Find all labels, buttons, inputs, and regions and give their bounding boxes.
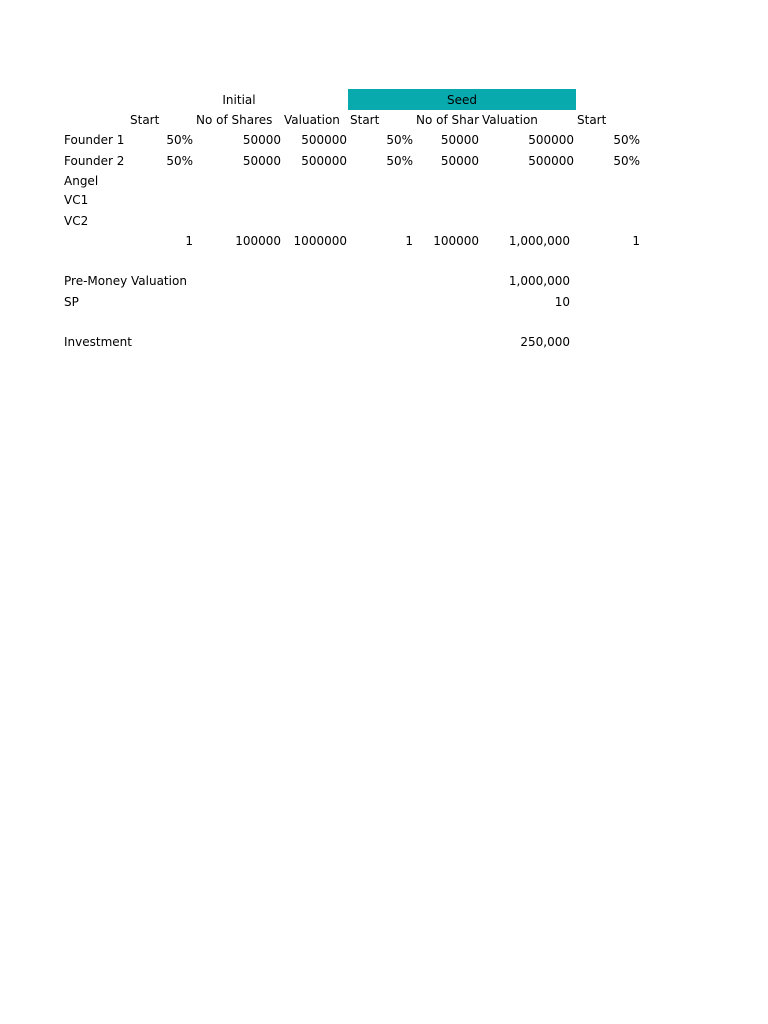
founder2-seed-valuation: 500000: [528, 154, 574, 168]
header-valuation-initial: Valuation: [284, 113, 340, 127]
sp-label: SP: [64, 295, 79, 309]
total-initial-valuation: 1000000: [293, 234, 347, 248]
founder1-seed-valuation: 500000: [528, 133, 574, 147]
row-label-vc1: VC1: [64, 193, 89, 207]
header-start-next: Start: [577, 113, 607, 127]
total-initial-shares: 100000: [235, 234, 281, 248]
seed-group-header: Seed: [447, 93, 477, 107]
founder1-initial-start: 50%: [166, 133, 193, 147]
pre-money-valuation-value: 1,000,000: [508, 274, 570, 288]
header-start-seed: Start: [350, 113, 380, 127]
investment-label: Investment: [64, 335, 132, 349]
founder2-initial-valuation: 500000: [301, 154, 347, 168]
total-initial-start: 1: [185, 234, 193, 248]
row-label-founder-1: Founder 1: [64, 133, 125, 147]
initial-group-header: Initial: [222, 93, 256, 107]
founder1-initial-valuation: 500000: [301, 133, 347, 147]
founder2-initial-shares: 50000: [242, 154, 281, 168]
founder2-seed-shares: 50000: [440, 154, 479, 168]
row-label-vc2: VC2: [64, 214, 89, 228]
total-seed-valuation: 1,000,000: [508, 234, 570, 248]
header-valuation-seed: Valuation: [482, 113, 538, 127]
founder1-seed-start: 50%: [386, 133, 413, 147]
row-label-founder-2: Founder 2: [64, 154, 125, 168]
total-seed-shares: 100000: [433, 234, 479, 248]
founder1-next-start: 50%: [613, 133, 640, 147]
sp-value: 10: [554, 295, 570, 309]
total-next-start: 1: [632, 234, 640, 248]
investment-value: 250,000: [520, 335, 570, 349]
header-start-initial: Start: [130, 113, 160, 127]
founder2-seed-start: 50%: [386, 154, 413, 168]
founder2-next-start: 50%: [613, 154, 640, 168]
row-label-angel: Angel: [64, 174, 99, 188]
pre-money-valuation-label: Pre-Money Valuation: [64, 274, 187, 288]
founder1-initial-shares: 50000: [242, 133, 281, 147]
founder2-initial-start: 50%: [166, 154, 193, 168]
header-shares-initial: No of Shares: [196, 113, 273, 127]
header-shares-seed: No of Shar: [416, 113, 480, 127]
founder1-seed-shares: 50000: [440, 133, 479, 147]
total-seed-start: 1: [405, 234, 413, 248]
